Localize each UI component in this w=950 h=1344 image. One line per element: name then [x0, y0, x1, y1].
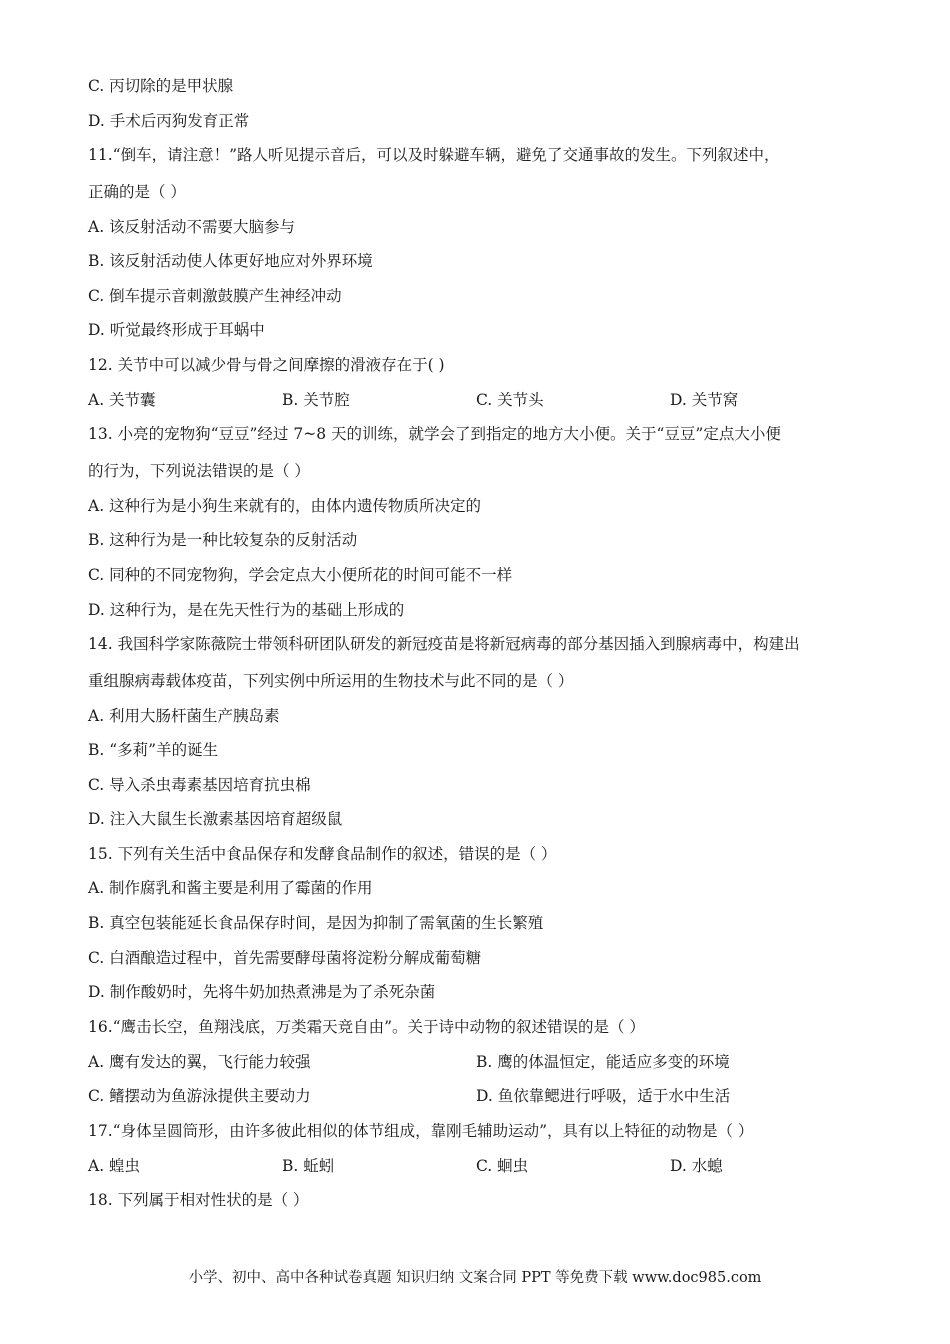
question-16-stem: 16.“鹰击长空，鱼翔浅底，万类霜天竞自由”。关于诗中动物的叙述错误的是（ ） [88, 1018, 645, 1036]
option-line: C. 丙切除的是甲状腺 [88, 77, 234, 95]
q12-option: A. 关节囊 [88, 391, 156, 409]
question-13-stem-cont: 的行为，下列说法错误的是（ ） [88, 462, 310, 480]
option-line: A. 该反射活动不需要大脑参与 [88, 218, 296, 236]
question-11-stem-cont: 正确的是（ ） [88, 183, 186, 201]
q17-option: A. 蝗虫 [88, 1157, 141, 1175]
option-line: D. 制作酸奶时，先将牛奶加热煮沸是为了杀死杂菌 [88, 983, 436, 1001]
question-12-stem: 12. 关节中可以减少骨与骨之间摩擦的滑液存在于( ) [88, 356, 445, 374]
option-line: C. 倒车提示音刺激鼓膜产生神经冲动 [88, 287, 342, 305]
question-14-stem: 14. 我国科学家陈薇院士带领科研团队研发的新冠疫苗是将新冠病毒的部分基因插入到腺病毒中，构建出 [88, 635, 800, 653]
q12-option: B. 关节腔 [282, 391, 350, 409]
page-footer: 小学、初中、高中各种试卷真题 知识归纳 文案合同 PPT 等免费下载 www.doc985.com [188, 1270, 762, 1286]
q17-option: C. 蛔虫 [476, 1157, 529, 1175]
option-line: A. 这种行为是小狗生来就有的，由体内遗传物质所决定的 [88, 497, 482, 515]
option-line: A. 利用大肠杆菌生产胰岛素 [88, 707, 280, 725]
q17-option: B. 蚯蚓 [282, 1157, 335, 1175]
question-14-stem-cont: 重组腺病毒载体疫苗，下列实例中所运用的生物技术与此不同的是（ ） [88, 672, 574, 690]
option-line: D. 这种行为，是在先天性行为的基础上形成的 [88, 601, 405, 619]
option-line: D. 手术后丙狗发育正常 [88, 112, 250, 130]
q16-option: A. 鹰有发达的翼，飞行能力较强 [88, 1053, 311, 1071]
q16-option: D. 鱼依靠鳃进行呼吸，适于水中生活 [476, 1087, 731, 1105]
q16-option: C. 鳍摆动为鱼游泳提供主要动力 [88, 1087, 311, 1105]
q16-option: B. 鹰的体温恒定，能适应多变的环境 [476, 1053, 730, 1071]
question-17-stem: 17.“身体呈圆筒形，由许多彼此相似的体节组成，靠刚毛辅助运动”，具有以上特征的动物是（ ） [88, 1122, 754, 1140]
option-line: C. 白酒酿造过程中，首先需要酵母菌将淀粉分解成葡萄糖 [88, 949, 482, 967]
question-11-stem: 11.“倒车，请注意！”路人听见提示音后，可以及时躲避车辆，避免了交通事故的发生。下列叙述中， [88, 146, 780, 164]
question-15-stem: 15. 下列有关生活中食品保存和发酵食品制作的叙述，错误的是（ ） [88, 845, 557, 863]
q12-option: C. 关节头 [476, 391, 544, 409]
q12-option: D. 关节窝 [670, 391, 739, 409]
question-18-stem: 18. 下列属于相对性状的是（ ） [88, 1191, 309, 1209]
question-13-stem: 13. 小亮的宠物狗“豆豆”经过 7~8 天的训练，就学会了到指定的地方大小便。关于“豆豆”定点大小便 [88, 425, 781, 443]
option-line: C. 导入杀虫毒素基因培育抗虫棉 [88, 776, 311, 794]
option-line: D. 注入大鼠生长激素基因培育超级鼠 [88, 810, 343, 828]
option-line: D. 听觉最终形成于耳蜗中 [88, 321, 265, 339]
q17-option: D. 水螅 [670, 1157, 723, 1175]
option-line: C. 同种的不同宠物狗，学会定点大小便所花的时间可能不一样 [88, 566, 513, 584]
option-line: B. 真空包装能延长食品保存时间，是因为抑制了需氧菌的生长繁殖 [88, 914, 544, 932]
option-line: B. 这种行为是一种比较复杂的反射活动 [88, 531, 358, 549]
option-line: B. 该反射活动使人体更好地应对外界环境 [88, 252, 373, 270]
option-line: B. “多莉”羊的诞生 [88, 741, 219, 759]
option-line: A. 制作腐乳和酱主要是利用了霉菌的作用 [88, 879, 373, 897]
